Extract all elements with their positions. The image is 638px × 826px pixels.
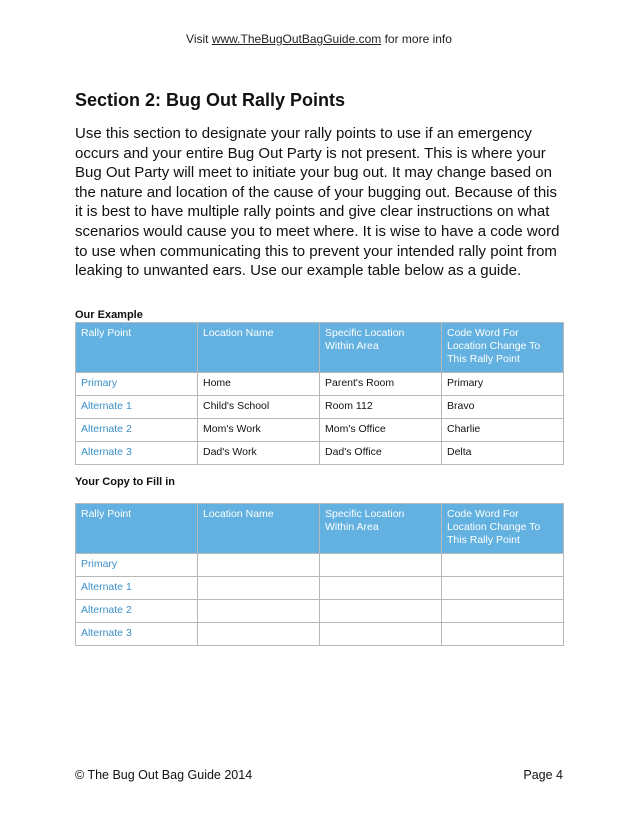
header-specific-location: Specific Location Within Area bbox=[320, 323, 442, 373]
location-name-cell[interactable] bbox=[198, 554, 320, 577]
specific-location-cell[interactable] bbox=[320, 577, 442, 600]
code-word-cell[interactable] bbox=[442, 600, 564, 623]
location-name-cell[interactable] bbox=[198, 600, 320, 623]
rally-point-cell: Alternate 3 bbox=[76, 442, 198, 465]
rally-point-cell: Primary bbox=[76, 373, 198, 396]
specific-location-cell[interactable] bbox=[320, 600, 442, 623]
table-row bbox=[76, 442, 564, 465]
location-name-cell: Child's School bbox=[198, 396, 320, 419]
location-name-cell[interactable] bbox=[198, 577, 320, 600]
page-header bbox=[0, 32, 638, 46]
location-name-cell: Home bbox=[198, 373, 320, 396]
table-row bbox=[76, 554, 564, 577]
specific-location-cell[interactable] bbox=[320, 623, 442, 646]
rally-point-cell: Alternate 2 bbox=[76, 419, 198, 442]
rally-point-cell: Alternate 1 bbox=[76, 396, 198, 419]
rally-point-cell: Alternate 1 bbox=[76, 577, 198, 600]
header-rally-point: Rally Point bbox=[76, 323, 198, 373]
specific-location-cell: Dad's Office bbox=[320, 442, 442, 465]
intro-paragraph: Use this section to designate your rally points to use if an emergency occurs and your entire Bug Out Party is not present. This is where your Bug Out Party will meet to initiate your bug out. It may change based on the nature and location of the cause of your bugging out. Because of this it is best to have multiple rally points and give clear instructions on what scenarios would cause you to meet where. It is wise to have a code word to use when communicating this to prevent your intended rally point from leaking to unwanted ears. Use our example table below as a guide. bbox=[75, 125, 560, 280]
fill-table-header-row bbox=[76, 504, 564, 554]
example-table-label: Our Example bbox=[75, 309, 143, 321]
table-row bbox=[76, 623, 564, 646]
table-row bbox=[76, 600, 564, 623]
header-suffix: for more info bbox=[381, 32, 452, 46]
header-code-word: Code Word For Location Change To This Rally Point bbox=[442, 504, 564, 554]
rally-point-cell: Alternate 3 bbox=[76, 623, 198, 646]
rally-point-cell: Alternate 2 bbox=[76, 600, 198, 623]
table-row bbox=[76, 419, 564, 442]
specific-location-cell[interactable] bbox=[320, 554, 442, 577]
specific-location-cell: Room 112 bbox=[320, 396, 442, 419]
specific-location-cell: Parent's Room bbox=[320, 373, 442, 396]
table-row bbox=[76, 373, 564, 396]
header-location-name: Location Name bbox=[198, 504, 320, 554]
location-name-cell: Mom's Work bbox=[198, 419, 320, 442]
specific-location-cell: Mom's Office bbox=[320, 419, 442, 442]
code-word-cell: Bravo bbox=[442, 396, 564, 419]
example-table-header-row bbox=[76, 323, 564, 373]
footer-copyright: © The Bug Out Bag Guide 2014 bbox=[75, 768, 253, 782]
location-name-cell: Dad's Work bbox=[198, 442, 320, 465]
header-rally-point: Rally Point bbox=[76, 504, 198, 554]
header-specific-location: Specific Location Within Area bbox=[320, 504, 442, 554]
code-word-cell[interactable] bbox=[442, 577, 564, 600]
header-prefix: Visit bbox=[186, 32, 212, 46]
code-word-cell[interactable] bbox=[442, 554, 564, 577]
footer-page-number: Page 4 bbox=[523, 768, 563, 782]
location-name-cell[interactable] bbox=[198, 623, 320, 646]
section-title: Section 2: Bug Out Rally Points bbox=[75, 90, 346, 110]
table-row bbox=[76, 577, 564, 600]
code-word-cell: Delta bbox=[442, 442, 564, 465]
rally-point-cell: Primary bbox=[76, 554, 198, 577]
code-word-cell: Charlie bbox=[442, 419, 564, 442]
fill-in-table bbox=[75, 503, 564, 646]
code-word-cell: Primary bbox=[442, 373, 564, 396]
code-word-cell[interactable] bbox=[442, 623, 564, 646]
website-link[interactable]: www.TheBugOutBagGuide.com bbox=[211, 32, 382, 46]
header-location-name: Location Name bbox=[198, 323, 320, 373]
header-code-word: Code Word For Location Change To This Rally Point bbox=[442, 323, 564, 373]
fill-table-label: Your Copy to Fill in bbox=[75, 476, 176, 488]
table-row bbox=[76, 396, 564, 419]
example-table bbox=[75, 322, 564, 465]
